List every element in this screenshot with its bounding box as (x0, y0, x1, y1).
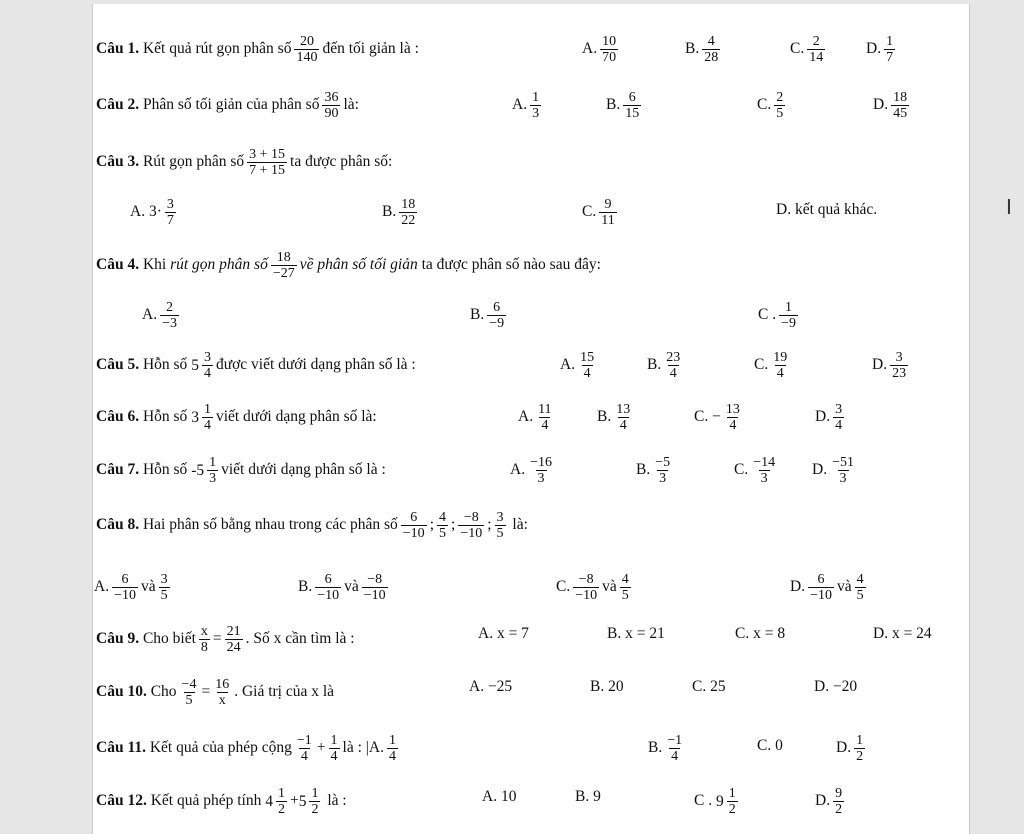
q4-stem: Câu 4. Khi rút gọn phân số $\frac{18}{-27}$ về phân số tối giản ta được phân số nào sau đây: (96, 250, 601, 281)
q5-option-a[interactable]: A. $\frac{15}{4}$ (560, 350, 595, 381)
q11-option-a[interactable]: $\frac{1}{4}$ (388, 733, 396, 764)
q4-option-b[interactable]: B. $\frac{6}{-9}$ (470, 300, 505, 331)
q12-option-a[interactable]: A. 10 (482, 788, 517, 805)
q7-option-d[interactable]: D. $\frac{-51}{3}$ (812, 455, 854, 486)
q9-stem: Câu 9. Cho biết $\frac{x}{8}$ = $\frac{21}{24}$ . Số x cần tìm là : (96, 624, 355, 655)
q7-option-a[interactable]: A. $\frac{-16}{3}$ (510, 455, 552, 486)
q12-option-d[interactable]: D. $\frac{9}{2}$ (815, 786, 843, 817)
q8-option-d[interactable]: D. $\frac{6}{-10}$ và $\frac{4}{5}$ (790, 572, 864, 603)
q12-option-b[interactable]: B. 9 (575, 788, 601, 805)
q9-option-d[interactable]: D. x = 24 (873, 625, 932, 642)
q7-stem: Câu 7. Hỗn số -5 $\frac{1}{3}$ viết dưới dạng phân số là : (96, 455, 386, 486)
q7-option-c[interactable]: C. $\frac{-14}{3}$ (734, 455, 776, 486)
q6-stem: Câu 6. Hỗn số 3 $\frac{1}{4}$ viết dưới dạng phân số là: (96, 402, 377, 433)
q4-option-c[interactable]: C . $\frac{1}{-9}$ (758, 300, 796, 331)
q8-option-c[interactable]: C. $\frac{-8}{-10}$ và $\frac{4}{5}$ (556, 572, 629, 603)
q1-stem: Câu 1. Kết quả rút gọn phân số $\frac{20}{140}$ đến tối giản là : (96, 34, 419, 65)
q8-stem: Câu 8. Hai phân số bằng nhau trong các phân số $\frac{6}{-10}$ ; $\frac{4}{5}$ ; $\frac{-8}{-10}$ ; $\frac{3}{5}$ là: (96, 510, 528, 541)
q7-option-b[interactable]: B. $\frac{-5}{3}$ (636, 455, 671, 486)
q4-option-a[interactable]: A. $\frac{2}{-3}$ (142, 300, 177, 331)
q2-option-d[interactable]: D. $\frac{18}{45}$ (873, 90, 908, 121)
q10-option-d[interactable]: D. −20 (814, 678, 858, 695)
q3-option-a[interactable]: A. 3· $\frac{3}{7}$ (130, 197, 174, 228)
q10-option-a[interactable]: A. −25 (469, 678, 513, 695)
q1-option-c[interactable]: C. $\frac{2}{14}$ (790, 34, 824, 65)
q11-option-d[interactable]: D. $\frac{1}{2}$ (836, 733, 864, 764)
q8-option-a[interactable]: A. $\frac{6}{-10}$ và $\frac{3}{5}$ (94, 572, 168, 603)
q5-option-b[interactable]: B. $\frac{23}{4}$ (647, 350, 681, 381)
q2-option-a[interactable]: A. $\frac{1}{3}$ (512, 90, 540, 121)
q11-option-b[interactable]: B. $\frac{-1}{4}$ (648, 733, 683, 764)
q3-option-b[interactable]: B. $\frac{18}{22}$ (382, 197, 416, 228)
q10-stem: Câu 10. Cho $\frac{-4}{5}$ = $\frac{16}{x}$ . Giá trị của x là (96, 677, 335, 708)
q3-stem: Câu 3. Rút gọn phân số $\frac{3 + 15}{7 + 15}$ ta được phân số: (96, 147, 393, 178)
q11-option-c[interactable]: C. 0 (757, 737, 783, 754)
q3-option-c[interactable]: C. $\frac{9}{11}$ (582, 197, 615, 228)
q2-option-c[interactable]: C. $\frac{2}{5}$ (757, 90, 784, 121)
q9-option-c[interactable]: C. x = 8 (735, 625, 786, 642)
q8-option-b[interactable]: B. $\frac{6}{-10}$ và $\frac{-8}{-10}$ (298, 572, 386, 603)
q2-stem: Câu 2. Phân số tối giản của phân số $\frac{36}{90}$ là: (96, 90, 359, 121)
q12-stem: Câu 12. Kết quả phép tính 4 $\frac{1}{2}$ + 5 $\frac{1}{2}$ là : (96, 786, 347, 817)
q5-option-d[interactable]: D. $\frac{3}{23}$ (872, 350, 907, 381)
q6-option-c[interactable]: C. − $\frac{13}{4}$ (694, 402, 740, 433)
q6-option-d[interactable]: D. $\frac{3}{4}$ (815, 402, 843, 433)
q9-option-b[interactable]: B. x = 21 (607, 625, 665, 642)
q5-stem: Câu 5. Hỗn số 5 $\frac{3}{4}$ được viết dưới dạng phân số là : (96, 350, 416, 381)
q12-option-c[interactable]: C . 9 $\frac{1}{2}$ (694, 786, 736, 817)
q9-option-a[interactable]: A. x = 7 (478, 625, 529, 642)
q3-option-d[interactable]: D. kết quả khác. (776, 201, 878, 218)
q2-option-b[interactable]: B. $\frac{6}{15}$ (606, 90, 640, 121)
q6-option-b[interactable]: B. $\frac{13}{4}$ (597, 402, 631, 433)
q6-option-a[interactable]: A. $\frac{11}{4}$ (518, 402, 552, 433)
text-cursor-icon: I (1006, 195, 1012, 219)
q10-option-c[interactable]: C. 25 (692, 678, 726, 695)
q1-option-b[interactable]: B. $\frac{4}{28}$ (685, 34, 719, 65)
q1-option-d[interactable]: D. $\frac{1}{7}$ (866, 34, 894, 65)
q5-option-c[interactable]: C. $\frac{19}{4}$ (754, 350, 788, 381)
q10-option-b[interactable]: B. 20 (590, 678, 624, 695)
q11-stem: Câu 11. Kết quả của phép cộng $\frac{-1}{4}$ + $\frac{1}{4}$ là : |A. $\frac{1}{4}$ (96, 733, 396, 764)
q1-option-a[interactable]: A. $\frac{10}{70}$ (582, 34, 617, 65)
